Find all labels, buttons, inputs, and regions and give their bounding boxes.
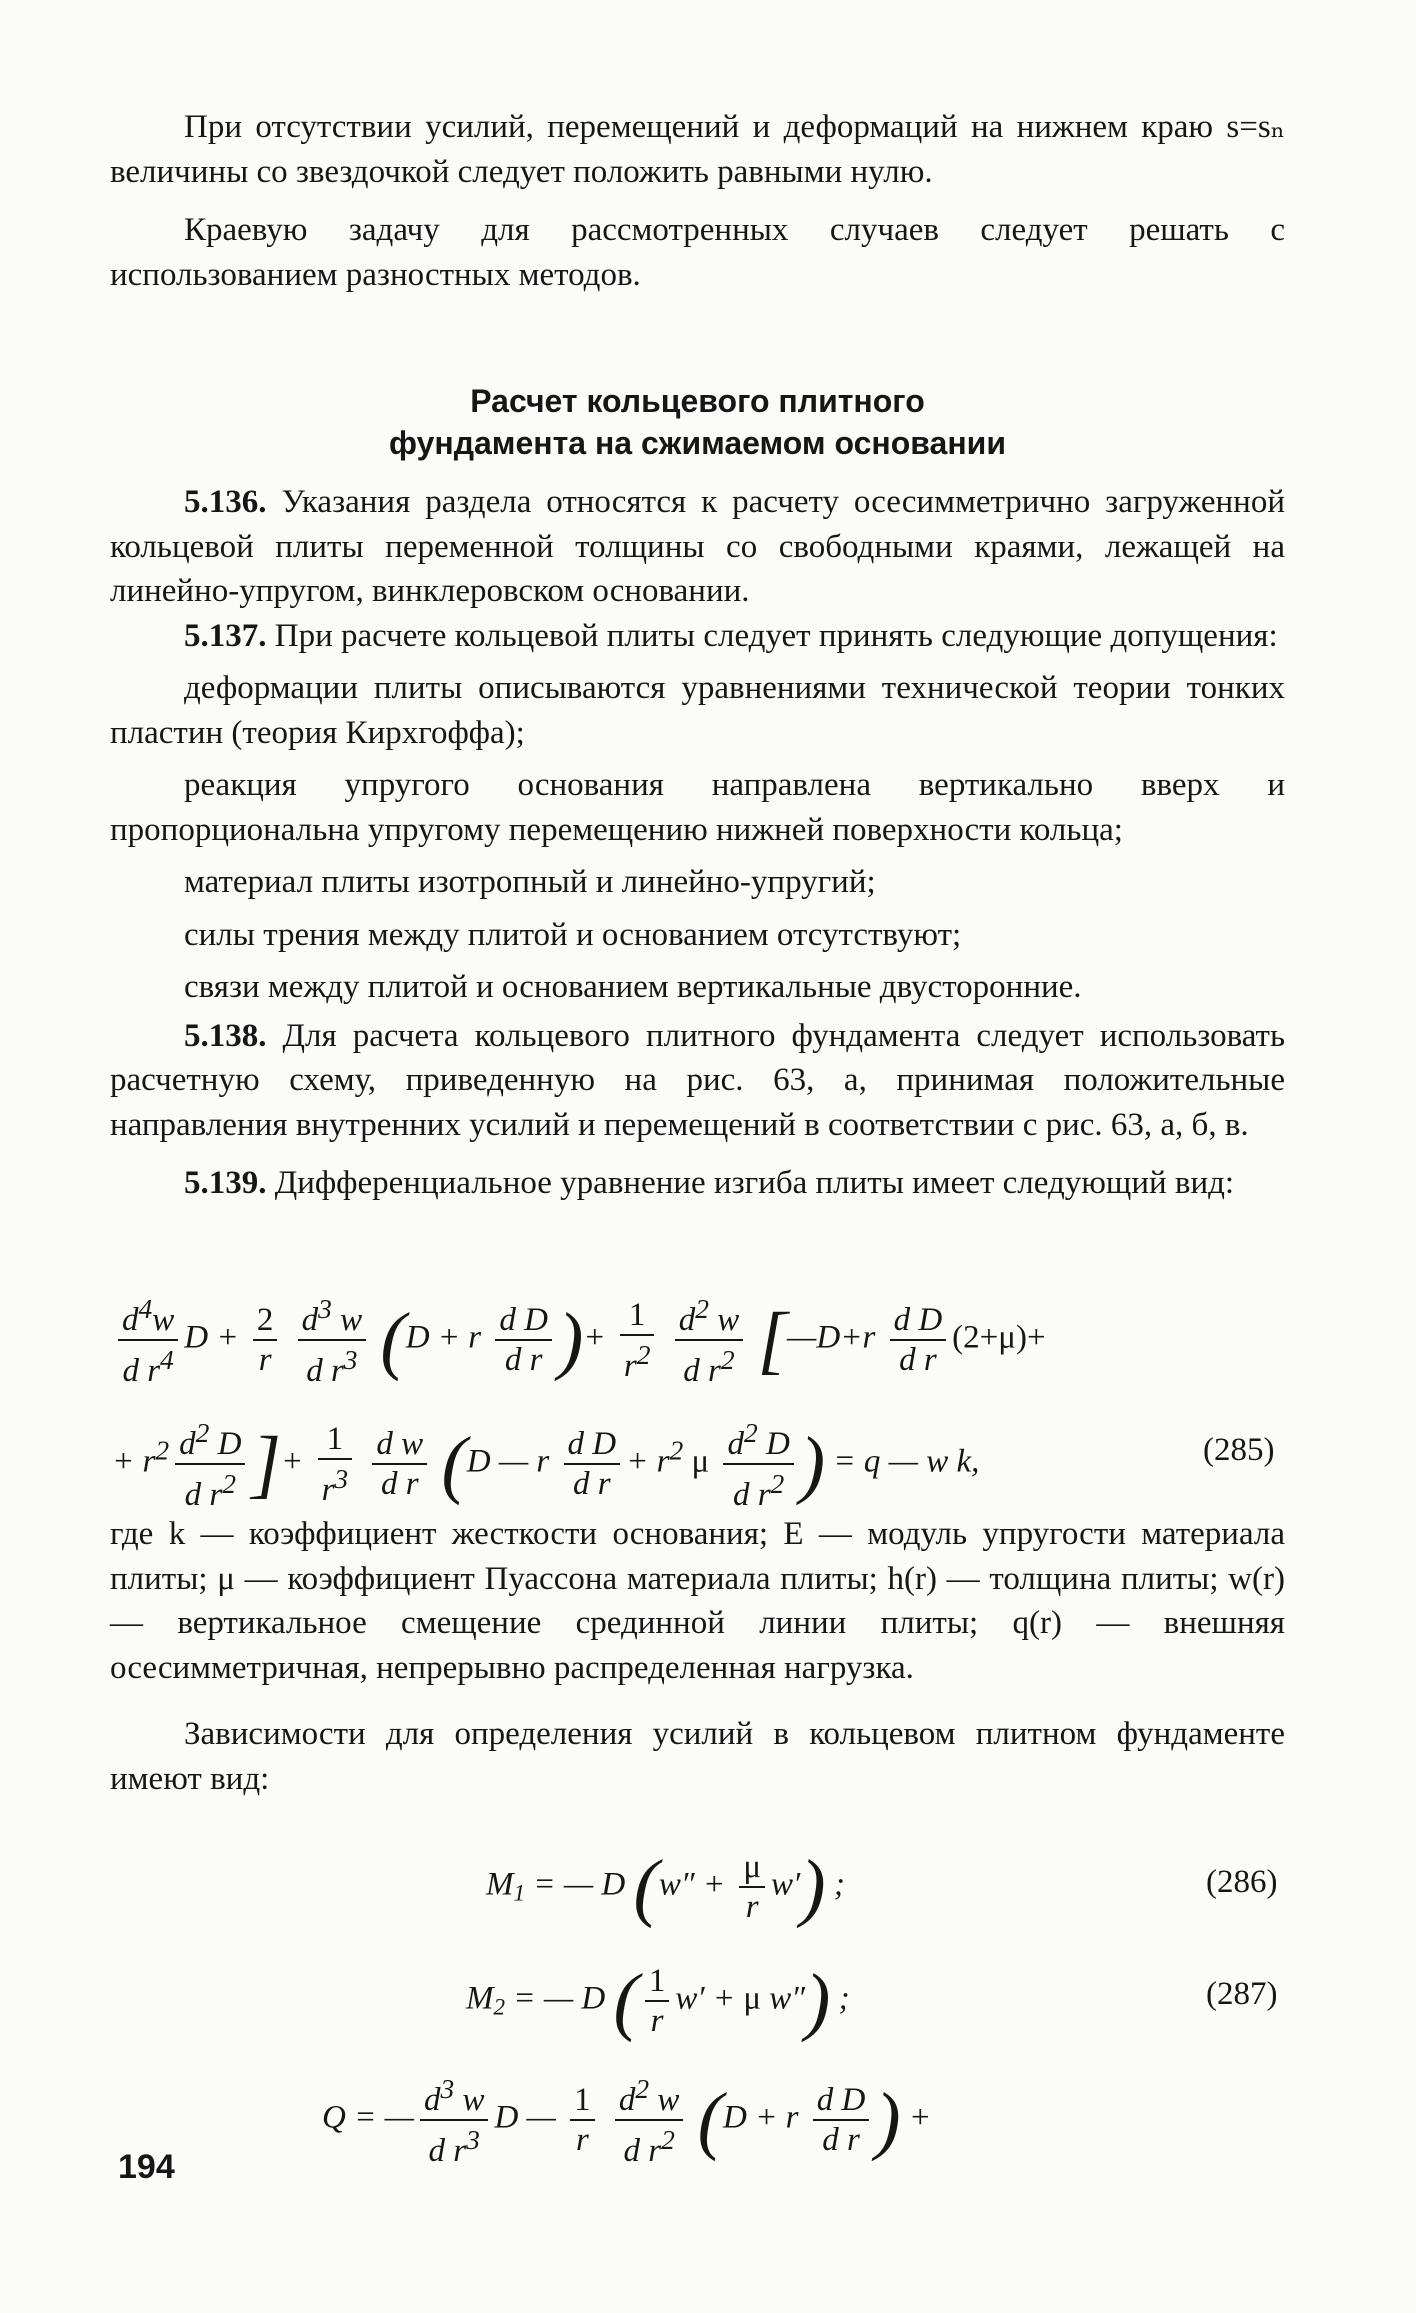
section-title-line2: фундамента на сжимаемом основании [388,425,1006,461]
assumption-1: деформации плиты описываются уравнениями технической теории тонких пластин (теория Кирхгоффа); [110,670,1285,751]
section-heading [110,380,1285,464]
equation-285-line2: + $r^2$ $\frac{d^2 D}{d r^2}$ ]+ $\frac{1}{r^3}$ $\frac{\text{d w}}{\text{d r}}$ (D — r $\frac{\text{d D}}{\text{d r}}$ + $r^2$ μ $\frac{d^2 D}{d r^2}$ ) = q — w k, [112,1414,979,1514]
equation-number-287: (287) [1206,1976,1278,2012]
assumption-3: материал плиты изотропный и линейно-упругий; [184,864,876,900]
assumption-4: силы трения между плитой и основанием отсутствуют; [184,916,962,953]
items-block [110,480,1285,1206]
intro-block [110,105,1285,297]
equation-285-line1: $\frac{d^4w}{d r^4}$ D + $\frac{2}{r}$ $\frac{d^3 w}{d r^3}$ (D + r $\frac{\text{d D}}{\text{d r}}$ )+ $\frac{1}{r^2}$ $\frac{d^2 w}{d r^2}$ [—D+r $\frac{\text{d D}}{\text{d r}}$ (2+μ)+ [112,1290,1046,1390]
assumption-2: реакция упругого основания направлена вертикально вверх и пропорциональна упругому перемещению нижней поверхности кольца; [110,767,1285,848]
item-5-137 [110,614,1285,659]
equation-number-285: (285) [1203,1432,1275,1468]
item-number: 5.138. [184,1017,267,1054]
item-text: Дифференциальное уравнение изгиба плиты имеет следующий вид: [274,1165,1235,1201]
item-text: Для расчета кольцевого плитного фундамента следует использовать расчетную схему, приведенную на рис. 63, а, принимая положительные направления внутренних усилий и перемещений в соответствии с рис. 63, а, б, в. [110,1017,1285,1143]
assumption-5: связи между плитой и основанием вертикальные двусторонние. [184,969,1082,1005]
dependencies-paragraph: Зависимости для определения усилий в кольцевом плитном фундаменте имеют вид: [110,1716,1285,1797]
item-number: 5.136. [184,484,267,520]
item-5-139 [110,1161,1285,1206]
paragraph-difference-methods: Краевую задачу для рассмотренных случаев следует решать с использованием разностных методов. [110,212,1285,293]
page-number: 194 [118,2148,175,2186]
definitions-block [110,1512,1285,1801]
item-text: Указания раздела относятся к расчету осесимметрично загруженной кольцевой плиты переменной толщины со свободными краями, лежащей на линейно-упругом, винклеровском основании. [110,484,1285,609]
equation-286: $M_1$ = — D (w″ + $\frac{\mu}{r}$ w′) ; [486,1845,845,1929]
item-number: 5.139. [184,1165,267,1201]
equation-287: $M_2$ = — D ( $\frac{1}{r}$ w′ + μ w″) ; [466,1959,850,2043]
item-5-136 [110,480,1285,614]
paragraph-boundary-zero: При отсутствии усилий, перемещений и деформаций на нижнем краю s=sₙ величины со звездочкой следует положить равными нулю. [110,109,1285,190]
item-text: При расчете кольцевой плиты следует принять следующие допущения: [274,617,1278,654]
equation-number-286: (286) [1206,1864,1278,1900]
item-number: 5.137. [184,617,267,654]
section-title-line1: Расчет кольцевого плитного [470,383,925,419]
equation-shear-force: Q = — $\frac{d^3 w}{d r^3}$ D — $\frac{1}{r}$ $\frac{d^2 w}{d r^2}$ (D + r $\frac{\text{d D}}{\text{d r}}$ ) + [322,2070,931,2170]
item-5-138 [110,1014,1285,1148]
definitions-paragraph: где k — коэффициент жесткости основания; E — модуль упругости материала плиты; μ — коэффициент Пуассона материала плиты; h(r) — толщина плиты; w(r) — вертикальное смещение срединной линии плиты; q(r) — внешняя осесимметричная, непрерывно распределенная нагрузка. [110,1516,1285,1686]
